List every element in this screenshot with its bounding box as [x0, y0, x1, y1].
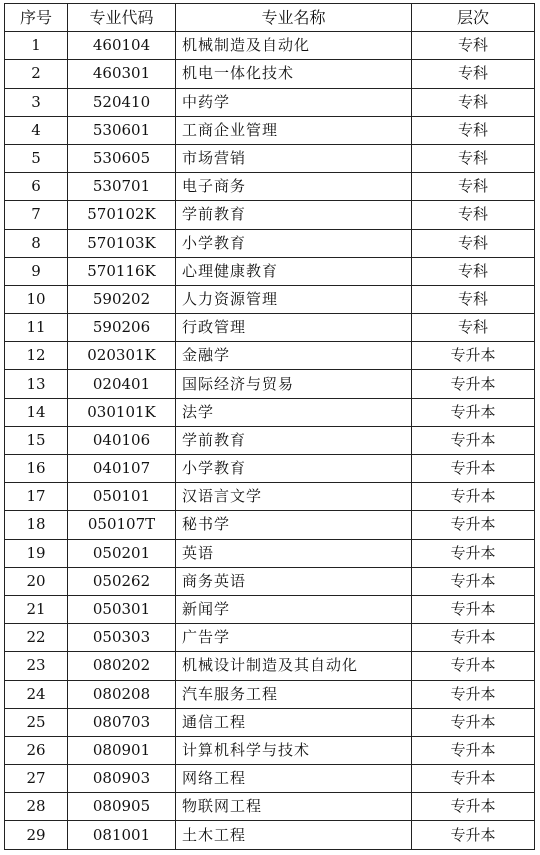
major-name-cell: 市场营销	[176, 144, 412, 172]
row-index-cell: 15	[5, 426, 68, 454]
table-row	[5, 483, 535, 511]
major-name-cell: 行政管理	[176, 314, 412, 342]
major-code-cell: 520410	[68, 88, 176, 116]
level-cell: 专科	[412, 314, 535, 342]
major-code-cell: 050301	[68, 595, 176, 623]
row-index-cell: 24	[5, 680, 68, 708]
level-cell: 专科	[412, 116, 535, 144]
major-code-cell: 530701	[68, 173, 176, 201]
major-code-cell: 030101K	[68, 398, 176, 426]
table-row	[5, 821, 535, 849]
header-index: 序号	[5, 4, 68, 32]
major-name-cell: 商务英语	[176, 567, 412, 595]
row-index-cell: 27	[5, 765, 68, 793]
row-index-cell: 28	[5, 793, 68, 821]
row-index-cell: 10	[5, 285, 68, 313]
row-index-cell: 20	[5, 567, 68, 595]
major-name-cell: 英语	[176, 539, 412, 567]
level-cell: 专升本	[412, 595, 535, 623]
major-code-cell: 020401	[68, 370, 176, 398]
major-code-cell: 080703	[68, 708, 176, 736]
major-name-cell: 心理健康教育	[176, 257, 412, 285]
major-name-cell: 机械制造及自动化	[176, 32, 412, 60]
major-code-cell: 050303	[68, 624, 176, 652]
row-index-cell: 2	[5, 60, 68, 88]
table-row	[5, 511, 535, 539]
major-name-cell: 法学	[176, 398, 412, 426]
row-index-cell: 18	[5, 511, 68, 539]
level-cell: 专升本	[412, 624, 535, 652]
row-index-cell: 25	[5, 708, 68, 736]
major-name-cell: 物联网工程	[176, 793, 412, 821]
row-index-cell: 16	[5, 455, 68, 483]
major-name-cell: 网络工程	[176, 765, 412, 793]
row-index-cell: 29	[5, 821, 68, 849]
major-name-cell: 电子商务	[176, 173, 412, 201]
level-cell: 专升本	[412, 567, 535, 595]
table-row	[5, 116, 535, 144]
major-name-cell: 学前教育	[176, 201, 412, 229]
table-row	[5, 765, 535, 793]
row-index-cell: 1	[5, 32, 68, 60]
level-cell: 专升本	[412, 708, 535, 736]
major-name-cell: 金融学	[176, 342, 412, 370]
major-name-cell: 汉语言文学	[176, 483, 412, 511]
major-code-cell: 040106	[68, 426, 176, 454]
major-code-cell: 460104	[68, 32, 176, 60]
level-cell: 专科	[412, 173, 535, 201]
major-name-cell: 新闻学	[176, 595, 412, 623]
table-row	[5, 426, 535, 454]
row-index-cell: 9	[5, 257, 68, 285]
major-name-cell: 小学教育	[176, 229, 412, 257]
level-cell: 专科	[412, 257, 535, 285]
major-code-cell: 080901	[68, 736, 176, 764]
level-cell: 专科	[412, 32, 535, 60]
major-name-cell: 国际经济与贸易	[176, 370, 412, 398]
level-cell: 专升本	[412, 398, 535, 426]
row-index-cell: 23	[5, 652, 68, 680]
table-row	[5, 144, 535, 172]
row-index-cell: 11	[5, 314, 68, 342]
table-body	[5, 32, 535, 849]
major-name-cell: 小学教育	[176, 455, 412, 483]
major-code-cell: 081001	[68, 821, 176, 849]
row-index-cell: 19	[5, 539, 68, 567]
level-cell: 专科	[412, 144, 535, 172]
major-code-cell: 590202	[68, 285, 176, 313]
table-row	[5, 314, 535, 342]
major-name-cell: 汽车服务工程	[176, 680, 412, 708]
major-code-cell: 570103K	[68, 229, 176, 257]
row-index-cell: 5	[5, 144, 68, 172]
major-name-cell: 机电一体化技术	[176, 60, 412, 88]
table-row	[5, 88, 535, 116]
major-code-cell: 020301K	[68, 342, 176, 370]
level-cell: 专科	[412, 201, 535, 229]
level-cell: 专升本	[412, 680, 535, 708]
table-row	[5, 708, 535, 736]
major-name-cell: 计算机科学与技术	[176, 736, 412, 764]
row-index-cell: 22	[5, 624, 68, 652]
major-name-cell: 土木工程	[176, 821, 412, 849]
major-code-cell: 050262	[68, 567, 176, 595]
table-row	[5, 736, 535, 764]
table-row	[5, 455, 535, 483]
level-cell: 专升本	[412, 342, 535, 370]
major-code-cell: 460301	[68, 60, 176, 88]
level-cell: 专升本	[412, 793, 535, 821]
level-cell: 专升本	[412, 821, 535, 849]
table-row	[5, 539, 535, 567]
row-index-cell: 8	[5, 229, 68, 257]
table-row	[5, 680, 535, 708]
level-cell: 专升本	[412, 455, 535, 483]
major-code-cell: 040107	[68, 455, 176, 483]
table-header-row	[5, 4, 535, 32]
major-name-cell: 秘书学	[176, 511, 412, 539]
level-cell: 专科	[412, 285, 535, 313]
table-row	[5, 173, 535, 201]
major-name-cell: 工商企业管理	[176, 116, 412, 144]
header-level: 层次	[412, 4, 535, 32]
row-index-cell: 13	[5, 370, 68, 398]
table-row	[5, 595, 535, 623]
table-row	[5, 567, 535, 595]
majors-table-container	[4, 3, 535, 850]
major-name-cell: 机械设计制造及其自动化	[176, 652, 412, 680]
major-code-cell: 080208	[68, 680, 176, 708]
major-name-cell: 学前教育	[176, 426, 412, 454]
major-code-cell: 050107T	[68, 511, 176, 539]
row-index-cell: 4	[5, 116, 68, 144]
major-code-cell: 570116K	[68, 257, 176, 285]
row-index-cell: 26	[5, 736, 68, 764]
level-cell: 专升本	[412, 539, 535, 567]
major-name-cell: 通信工程	[176, 708, 412, 736]
level-cell: 专升本	[412, 426, 535, 454]
table-row	[5, 370, 535, 398]
row-index-cell: 17	[5, 483, 68, 511]
major-code-cell: 530605	[68, 144, 176, 172]
header-major-name: 专业名称	[176, 4, 412, 32]
level-cell: 专科	[412, 88, 535, 116]
table-row	[5, 229, 535, 257]
row-index-cell: 3	[5, 88, 68, 116]
major-code-cell: 570102K	[68, 201, 176, 229]
level-cell: 专科	[412, 229, 535, 257]
major-name-cell: 广告学	[176, 624, 412, 652]
table-row	[5, 652, 535, 680]
level-cell: 专科	[412, 60, 535, 88]
table-row	[5, 32, 535, 60]
table-row	[5, 398, 535, 426]
table-row	[5, 342, 535, 370]
table-row	[5, 285, 535, 313]
major-code-cell: 050101	[68, 483, 176, 511]
major-name-cell: 中药学	[176, 88, 412, 116]
majors-table	[4, 3, 535, 850]
major-code-cell: 080202	[68, 652, 176, 680]
row-index-cell: 7	[5, 201, 68, 229]
level-cell: 专升本	[412, 652, 535, 680]
row-index-cell: 12	[5, 342, 68, 370]
header-major-code: 专业代码	[68, 4, 176, 32]
major-name-cell: 人力资源管理	[176, 285, 412, 313]
table-row	[5, 257, 535, 285]
major-code-cell: 050201	[68, 539, 176, 567]
major-code-cell: 080903	[68, 765, 176, 793]
major-code-cell: 080905	[68, 793, 176, 821]
major-code-cell: 530601	[68, 116, 176, 144]
row-index-cell: 21	[5, 595, 68, 623]
level-cell: 专升本	[412, 483, 535, 511]
table-row	[5, 624, 535, 652]
level-cell: 专升本	[412, 736, 535, 764]
major-code-cell: 590206	[68, 314, 176, 342]
level-cell: 专升本	[412, 511, 535, 539]
table-row	[5, 201, 535, 229]
level-cell: 专升本	[412, 765, 535, 793]
row-index-cell: 6	[5, 173, 68, 201]
table-row	[5, 60, 535, 88]
level-cell: 专升本	[412, 370, 535, 398]
table-row	[5, 793, 535, 821]
row-index-cell: 14	[5, 398, 68, 426]
